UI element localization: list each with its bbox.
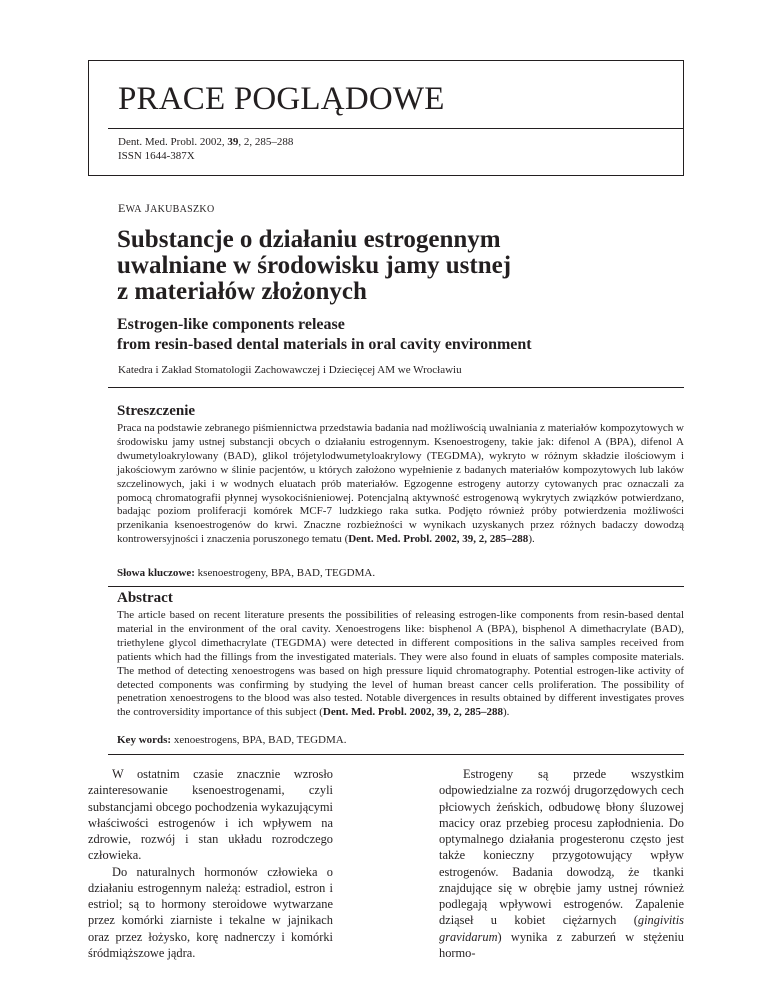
- title-pl-line: uwalniane w środowisku jamy ustnej: [117, 252, 512, 279]
- article-title-english: [117, 315, 737, 355]
- abstract-text: The article based on recent literature presents the possibilities of releasing estrogen-like components from resin-based dental material in the environment of the oral cavity. Xenoestrogens like: bisphenol A (BPA), bisphenol A dimethacrylate (BAD), triethylene glycol dimethacrylate (TEGDMA) were detected in different compositions in the saliva samples received from patients which had the fillings from the investigated materials. They were also found in eluats of samples composite materials. The method of detecting xenoestrogens was based on high pressure liquid chromatography. Potential estrogen-like activity of detected components was confirming by studying the level of human breast cancer cells proliferation. The possibility of penetration xenoestrogens to the blood was also tested. Notable divergences in results obtained by different investigates proves the controversidity importance of this subject (: [117, 609, 684, 719]
- title-en-line: Estrogen-like components release: [117, 316, 345, 333]
- header-divider: [108, 128, 684, 129]
- streszczenie-text: Praca na podstawie zebranego piśmiennictwa przedstawia badania nad możliwością uwalniania z materiałów kompozytowych w środowisku jamy ustnej substancji obcych o działaniu estrogennym. Ksenoestrogeny, takie jak: difenol A (BPA), difenol A dwumetyloakrylowany (BAD), glikol trójetylodwumetyloakrylowy (TEGDMA), wykryto w różnym składzie ilościowym i jakościowym zarówno w ślinie pacjentów, u których założono wypełnienie z badanych materiałów kompozytowych lub laków szczelinowych, jaki i w wodnych eluatach prób materiałów. Egzogenne estrogeny autorzy cytowanych prac oznaczali za pomocą chromatografii płynnej wysokociśnieniowej. Potencjalną aktywność estrogenową wykrytych związków potwierdzano, badając poziom proliferacji komórek MCF-7 ludzkiego raka sutka. Podjęto również próby potwierdzenia możliwości przenikania ksenoestrogenów do krwi. Znaczne rozbieżności w wynikach uzyskanych przez różnych badaczy dowodzą kontrowersyjności i znaczenia poruszonego tematu (: [117, 422, 684, 546]
- body-right-text: Estrogeny są przede wszystkim odpowiedzialne za rozwój drugorzędowych cech płciowych żeńskich, odbudowę błony śluzowej macicy oraz przebieg procesu zapłodnienia. Do optymalnego działania progesteronu często jest także konieczny przygotowujący wpływ estrogenów. Badania dowodzą, że tkanki znajdujące się w obrębie jamy ustnej również podlegają wpływowi estrogenów. Zapalenie dziąseł u kobiet ciężarnych (: [439, 767, 684, 928]
- author-name: [118, 200, 214, 218]
- author-last-initial: J: [145, 201, 151, 215]
- title-en-line: from resin-based dental materials in oral cavity environment: [117, 336, 532, 353]
- affiliation: Katedra i Zakład Stomatologii Zachowawczej i Dziecięcej AM we Wrocławiu: [118, 364, 462, 376]
- author-first-rest: WA: [125, 204, 142, 215]
- citation-volume: 39: [227, 136, 239, 148]
- author-last-rest: AKUBASZKO: [150, 204, 215, 215]
- keywords-english: [117, 733, 346, 747]
- body-paragraph: W ostatnim czasie znacznie wzrosło zainteresowanie ksenoestrogenami, czyli substancjami obcego pochodzenia wykazującymi właściwości estrogenów i ich wpływem na zdrowie, rozwój i stan układu rozrodczego człowieka.: [88, 767, 333, 863]
- journal-section-title: PRACE POGLĄDOWE: [118, 81, 445, 117]
- body-column-left: [88, 766, 333, 961]
- abstract-body: [117, 609, 684, 720]
- section-rule: [108, 387, 684, 388]
- article-title-polish: [117, 227, 717, 305]
- author-first-initial: E: [118, 201, 126, 215]
- body-paragraph: [439, 766, 684, 961]
- title-pl-line: z materiałów złożonych: [117, 278, 367, 305]
- streszczenie-ref: Dent. Med. Probl. 2002, 39, 2, 285–288: [348, 533, 529, 546]
- issn: ISSN 1644-387X: [118, 150, 195, 162]
- abstract-end: ).: [502, 706, 510, 719]
- keywords-pl-value: ksenoestrogeny, BPA, BAD, TEGDMA.: [194, 567, 376, 579]
- streszczenie-heading: Streszczenie: [117, 403, 196, 419]
- citation-block: [118, 135, 293, 163]
- section-rule: [108, 754, 684, 755]
- section-rule: [108, 586, 684, 587]
- keywords-en-value: xenoestrogens, BPA, BAD, TEGDMA.: [171, 734, 347, 746]
- keywords-en-label: Key words:: [117, 734, 172, 746]
- citation-prefix: Dent. Med. Probl. 2002,: [118, 136, 228, 148]
- body-right-text-end: ) wynika z zaburzeń w stężeniu hormo-: [439, 929, 684, 960]
- body-column-right: [439, 766, 684, 961]
- citation-suffix: , 2, 285–288: [238, 136, 294, 148]
- title-pl-line: Substancje o działaniu estrogennym: [117, 226, 501, 253]
- streszczenie-end: ).: [528, 533, 535, 546]
- keywords-pl-label: Słowa kluczowe:: [117, 567, 195, 579]
- abstract-ref: Dent. Med. Probl. 2002, 39, 2, 285–288: [322, 706, 503, 719]
- streszczenie-body: [117, 422, 684, 547]
- body-right-italic: gingivitis gravidarum: [439, 913, 684, 944]
- abstract-heading: Abstract: [117, 590, 173, 606]
- keywords-polish: [117, 566, 375, 580]
- body-paragraph: Do naturalnych hormonów człowieka o działaniu estrogennym należą: estradiol, estron i estriol; są to hormony steroidowe wytwarzane przez komórki ziarniste i tekalne w jajnikach oraz przez łożysko, korę nadnerczy i komórki śródmiąższowe jądra.: [88, 864, 333, 960]
